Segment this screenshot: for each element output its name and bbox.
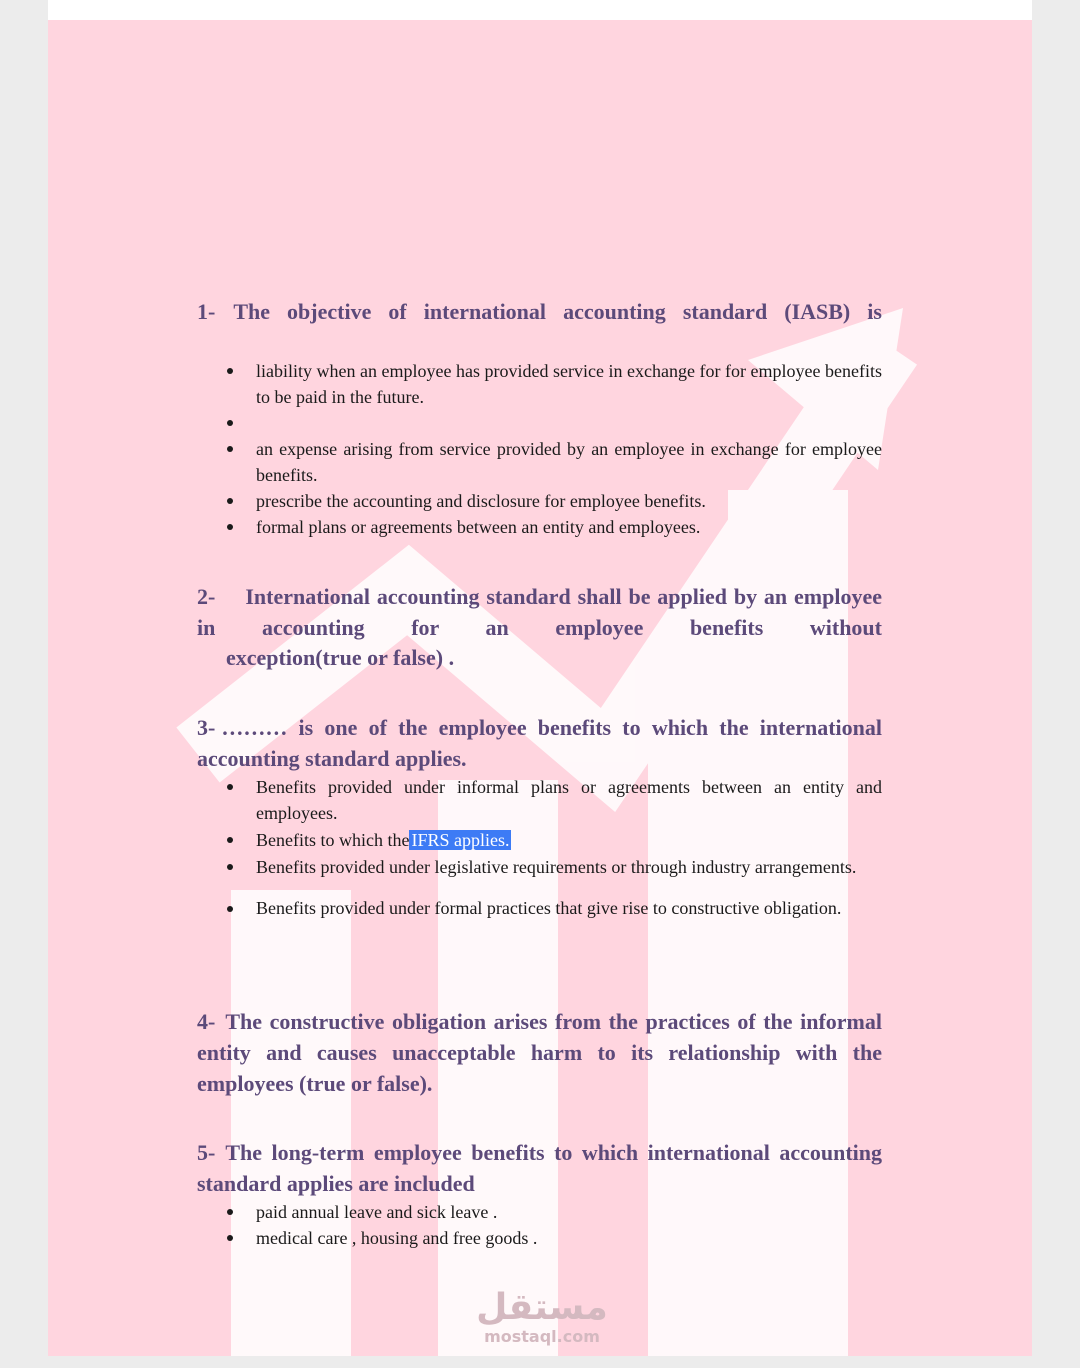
option-item (256, 410, 882, 436)
question-1 (197, 296, 882, 327)
question-text: exception(true or false) . (226, 645, 455, 670)
question-text: International accounting standard shall be applied by an employee in accounting for an employee benefits without (197, 584, 882, 640)
question-number: 5- (197, 1140, 216, 1165)
logo-latin: mostaql.com (484, 1327, 600, 1346)
option-item: formal plans or agreements between an entity and employees. (256, 514, 882, 540)
option-text: Benefits to which the (256, 830, 410, 850)
selected-text-highlight[interactable]: IFRS applies. (411, 830, 510, 850)
question-2-continuation (226, 642, 882, 673)
option-item: Benefits provided under legislative requirements or through industry arrangements. (256, 854, 882, 880)
question-number: 3- (197, 715, 216, 740)
document-page (48, 20, 1032, 1356)
question-2 (197, 581, 882, 643)
question-number: 4- (197, 1009, 216, 1034)
question-text: The constructive obligation arises from the practices of the informal entity and causes unacceptable harm to its relationship with the employees (true or false). (197, 1009, 882, 1096)
question-1-options (256, 358, 882, 540)
question-3-options (256, 774, 882, 920)
option-item: Benefits provided under formal practices that give rise to constructive obligation. (256, 896, 882, 920)
option-item: Benefits provided under informal plans or agreements between an entity and employees. (256, 774, 882, 826)
question-number: 1- (197, 299, 216, 324)
question-text: The objective of international accounting standard (IASB) is (233, 299, 882, 324)
question-3 (197, 712, 882, 774)
option-item (256, 827, 882, 853)
question-5-options (256, 1199, 882, 1251)
logo-arabic: مستقل (476, 1287, 608, 1328)
question-number: 2- (197, 584, 216, 609)
option-item: medical care , housing and free goods . (256, 1225, 882, 1251)
watermark-bar-1 (231, 890, 351, 1356)
question-5 (197, 1137, 882, 1199)
question-4 (197, 1006, 882, 1099)
option-item: an expense arising from service provided by an employee in exchange for employee benefits. (256, 436, 882, 488)
question-text: ……… is one of the employee benefits to which the international accounting standard applies. (197, 715, 882, 771)
option-item: paid annual leave and sick leave . (256, 1199, 882, 1225)
option-item: prescribe the accounting and disclosure for employee benefits. (256, 488, 882, 514)
option-item: liability when an employee has provided service in exchange for for employee benefits to be paid in the future. (256, 358, 882, 410)
mostaql-watermark-logo (472, 1288, 612, 1346)
top-strip (48, 0, 1032, 20)
question-text: The long-term employee benefits to which international accounting standard applies are included (197, 1140, 882, 1196)
